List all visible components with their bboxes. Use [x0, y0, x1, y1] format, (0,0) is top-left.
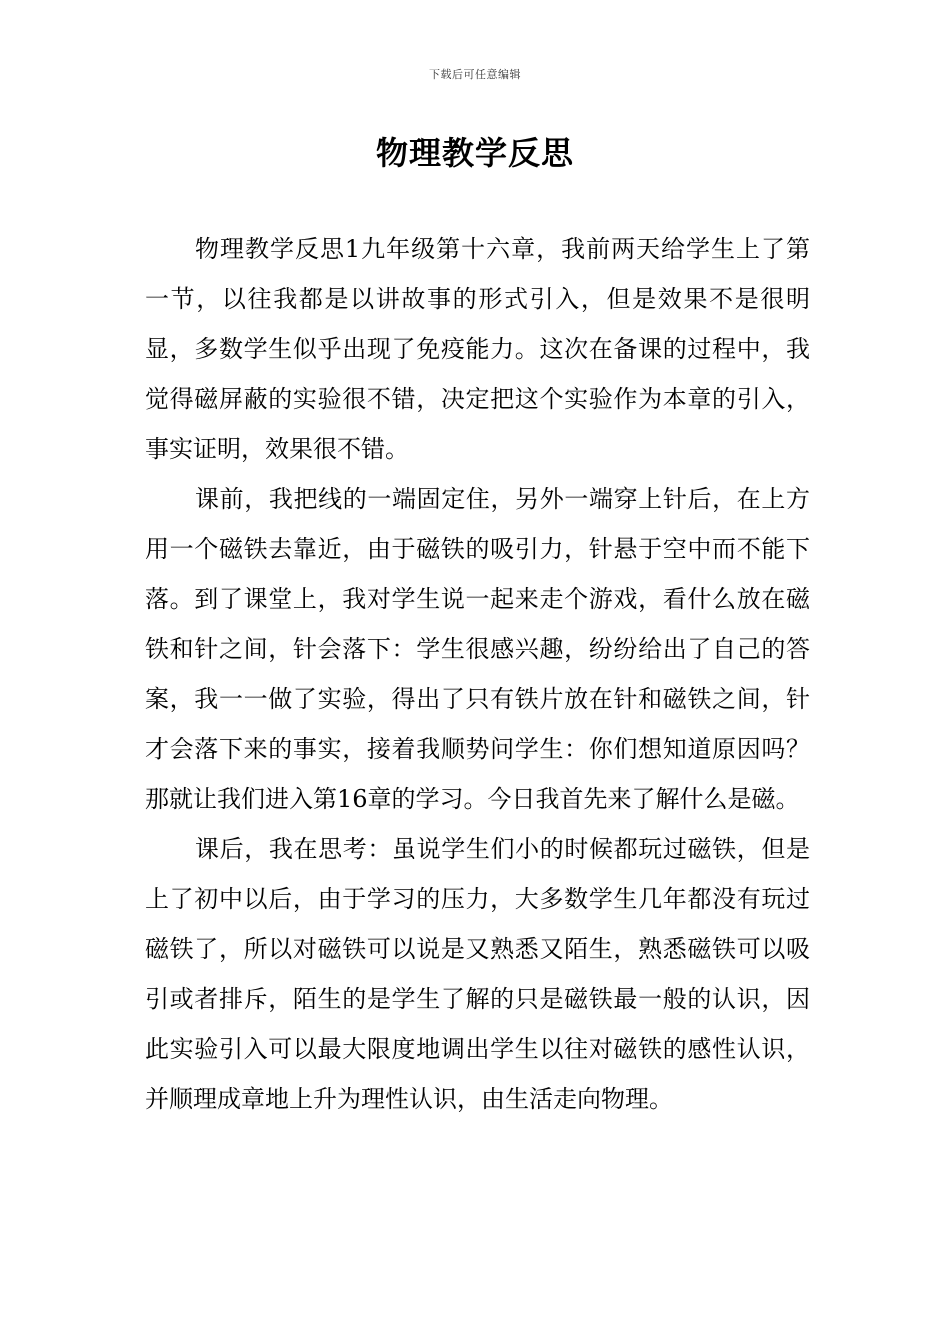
paragraph: 课前，我把线的一端固定住，另外一端穿上针后，在上方用一个磁铁去靠近，由于磁铁的吸引力，针悬于空中而不能下落。到了课堂上，我对学生说一起来走个游戏，看什么放在磁铁和针之间，针会落下：学生很感兴趣，纷纷给出了自己的答案，我一一做了实验，得出了只有铁片放在针和磁铁之间，针才会落下来的事实，接着我顺势问学生：你们想知道原因吗？那就让我们进入第16章的学习。今日我首先来了解什么是磁。: [145, 485, 810, 813]
page-title: 物理教学反思: [375, 134, 574, 172]
paragraph: 课后，我在思考：虽说学生们小的时候都玩过磁铁，但是上了初中以后，由于学习的压力，大多数学生几年都没有玩过磁铁了，所以对磁铁可以说是又熟悉又陌生，熟悉磁铁可以吸引或者排斥，陌生的是学生了解的只是磁铁最一般的认识，因此实验引入可以最大限度地调出学生以往对磁铁的感性认识，并顺理成章地上升为理性认识，由生活走向物理。: [145, 835, 810, 1113]
document-body: [145, 224, 810, 1124]
paragraph: 物理教学反思1九年级第十六章，我前两天给学生上了第一节，以往我都是以讲故事的形式引入，但是效果不是很明显，多数学生似乎出现了免疫能力。这次在备课的过程中，我觉得磁屏蔽的实验很不错，决定把这个实验作为本章的引入，事实证明，效果很不错。: [145, 235, 810, 463]
header-note: 下载后可任意编辑: [429, 68, 521, 81]
